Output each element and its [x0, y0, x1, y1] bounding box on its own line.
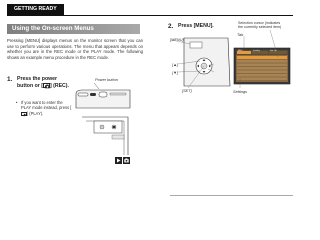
selection-cursor-callout-line-1: Selection cursor (indicates — [238, 21, 281, 25]
down-button-label: [▼] — [172, 70, 179, 75]
step-2-number: 2. — [168, 23, 174, 30]
selection-cursor-callout-line-2: the currently selected item) — [238, 25, 282, 30]
chapter-tab: GETTING READY — [7, 4, 64, 15]
bullet-dot: • — [16, 100, 18, 105]
camera-back-menu-illustration — [178, 36, 296, 88]
camera-back-illustration — [82, 115, 130, 155]
step-1-line-1: Press the power — [17, 76, 58, 82]
settings-callout: Settings — [233, 89, 248, 94]
screen-tab-rec: REC — [238, 50, 243, 52]
screen-tab-quality: Quality — [253, 50, 260, 52]
step-2-text: Press [MENU]. — [178, 23, 214, 29]
rec-button-icon — [123, 157, 130, 164]
tab-callout: Tab — [237, 32, 244, 37]
power-button-callout: Power button — [95, 77, 118, 82]
menu-button-label: [MENU] — [170, 37, 184, 42]
step-1-bullet — [16, 100, 73, 116]
footer-rule — [170, 195, 293, 196]
step-1-bullet-text: If you want to enter the PLAY mode instead, press [ — [21, 100, 72, 111]
step-1-line-2 — [17, 83, 69, 89]
intro-paragraph: Pressing [MENU] displays menus on the monitor screen that you can use to perform various operations. The menu that appears depends on whether you are in the REC mode or the PLAY mode. The following shows an example menu procedure in the REC mode. — [7, 38, 143, 60]
play-icon — [21, 112, 27, 116]
camera-top-illustration — [74, 80, 132, 110]
step-1-number: 1. — [7, 76, 13, 83]
up-button-label: [▲] — [172, 62, 179, 67]
step-1-line-2-end: ] (REC). — [49, 83, 69, 89]
camera-icon — [43, 83, 50, 88]
step-1-bullet-end: ] (PLAY). — [27, 110, 44, 116]
play-button-icon — [115, 157, 122, 164]
set-button-label: [SET] — [182, 88, 192, 93]
selection-cursor-callout — [238, 21, 281, 29]
screen-tab-setup: Set Up — [270, 50, 277, 52]
header-rule — [7, 15, 293, 16]
section-title: Using the On-screen Menus — [7, 24, 140, 34]
page-header — [0, 0, 300, 16]
step-1-line-2-start: button or [ — [17, 83, 43, 89]
